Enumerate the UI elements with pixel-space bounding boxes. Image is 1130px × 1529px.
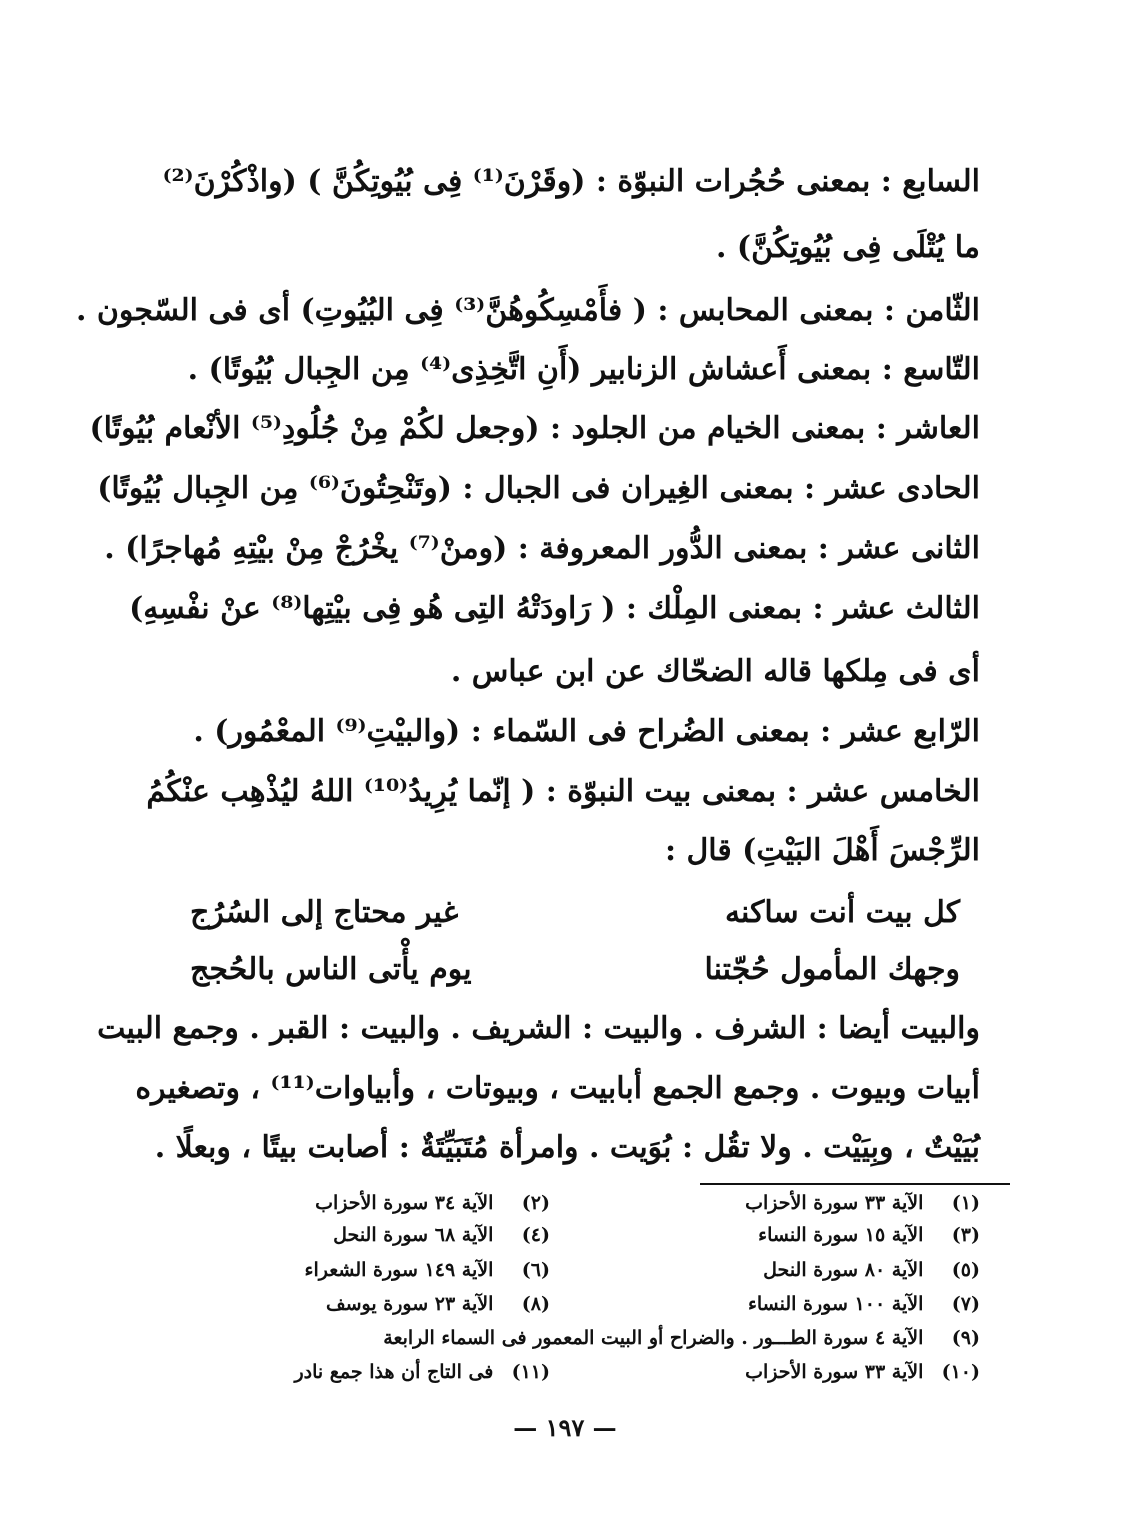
paragraph-line: بُيَيْتٌ ، وبِيَيْت . ولا تقُل : بُوَيت . وامرأة مُتَبَيِّتَةٌ : أصابت بيتًا ، وبعلًا .	[154, 1130, 980, 1165]
poem-second-hemistich: يوم يأْتى الناس بالحُجج	[190, 952, 472, 987]
footnote	[294, 1357, 550, 1387]
paragraph-line: الخامس عشر : بمعنى بيت النبوّة : ( إنّما يُرِيدُ⁽¹⁰⁾ اللهُ ليُذْهِب عنْكُمُ	[146, 774, 980, 809]
footnote	[326, 1289, 550, 1319]
poem-first-hemistich: وجهك المأمول حُجّتنا	[704, 952, 960, 987]
paragraph-line: الحادى عشر : بمعنى الغِيران فى الجبال : (وتَنْحِتُونَ⁽⁶⁾ مِن الجِبال بُيُوتًا)	[97, 471, 980, 506]
paragraph-line: الرّابع عشر : بمعنى الضُراح فى السّماء : (والبيْتِ⁽⁹⁾ المعْمُور) .	[193, 714, 980, 749]
paragraph-line: والبيت أيضا : الشرف . والبيت : الشريف . والبيت : القبر . وجمع البيت	[97, 1011, 980, 1046]
footnote	[305, 1255, 550, 1285]
paragraph-line: الثانى عشر : بمعنى الدُّور المعروفة : (ومنْ⁽⁷⁾ يخْرُجْ مِنْ بيْتِهِ مُهاجرًا) .	[104, 531, 980, 566]
poem-second-hemistich: غير محتاج إلى السُرُج	[190, 895, 459, 930]
footnote-text: الآية ٣٣ سورة الأحزاب	[745, 1361, 924, 1383]
page-number: — ١٩٧ —	[513, 1413, 617, 1442]
footnote-number: (٣)	[951, 1224, 980, 1246]
footnote-number: (٢)	[521, 1192, 550, 1214]
paragraph-line: الرِّجْسَ أَهْلَ البَيْتِ) قال :	[664, 833, 980, 868]
footnote-text: الآية ١٤٩ سورة الشعراء	[304, 1259, 494, 1281]
footnote	[748, 1289, 980, 1319]
footnote-text: الآية ٢٣ سورة يوسف	[325, 1293, 494, 1315]
footnote-number: (٩)	[951, 1327, 980, 1349]
footnote	[745, 1357, 980, 1387]
footnote-number: (٧)	[951, 1293, 980, 1315]
paragraph-line: العاشر : بمعنى الخيام من الجلود : (وجعل لكُمْ مِنْ جُلُودِ⁽⁵⁾ الأنْعام بُيُوتًا)	[89, 411, 980, 446]
footnote	[758, 1220, 980, 1250]
paragraph-line: التّاسع : بمعنى أَعشاش الزنابير (أَنِ اتَّخِذِى⁽⁴⁾ مِن الجِبال بُيُوتًا) .	[187, 352, 980, 387]
poem-verse	[190, 888, 960, 938]
paragraph-line: ما يُتْلَى فِى بُيُوتِكُنَّ) .	[716, 230, 980, 265]
paragraph-line: السابع : بمعنى حُجُرات النبوّة : (وقَرْنَ⁽¹⁾ فِى بُيُوتِكُنَّ ) (واذْكُرْنَ⁽²⁾	[162, 164, 980, 199]
footnote-text: الآية ٣٣ سورة الأحزاب	[745, 1192, 924, 1214]
footnote-number: (٤)	[521, 1224, 550, 1246]
footnote-text: الآية ٣٤ سورة الأحزاب	[315, 1192, 494, 1214]
footnote	[383, 1323, 980, 1353]
paragraph-line: أى فى مِلكها قاله الضحّاك عن ابن عباس .	[450, 654, 980, 689]
footnote-divider	[700, 1183, 1010, 1185]
footnote	[745, 1188, 980, 1218]
footnote-number: (١)	[951, 1192, 980, 1214]
footnote-text: الآية ١٥ سورة النساء	[758, 1224, 924, 1246]
poem-first-hemistich: كل بيت أنت ساكنه	[724, 895, 960, 930]
footnote-number: (٨)	[521, 1293, 550, 1315]
footnote-number: (٦)	[521, 1259, 550, 1281]
footnote-text: فى التاج أن هذا جمع نادر	[294, 1361, 494, 1383]
paragraph-line: أبيات وبيوت . وجمع الجمع أبابيت ، وبيوتات ، وأبياوات⁽¹¹⁾ ، وتصغيره	[135, 1071, 980, 1106]
paragraph-line: الثّامن : بمعنى المحابس : ( فأَمْسِكُوهُنَّ⁽³⁾ فِى البُيُوتِ) أى فى السّجون .	[75, 293, 980, 328]
footnote-text: الآية ٦٨ سورة النحل	[333, 1224, 494, 1246]
footnote-text: الآية ١٠٠ سورة النساء	[747, 1293, 924, 1315]
footnote	[763, 1255, 980, 1285]
footnote	[333, 1220, 550, 1250]
footnote-number: (١١)	[511, 1361, 550, 1383]
poem-verse	[190, 945, 960, 995]
footnote-text: الآية ٨٠ سورة النحل	[763, 1259, 924, 1281]
paragraph-line: الثالث عشر : بمعنى المِلْك : ( رَاودَتْهُ التِى هُو فِى بيْتِها⁽⁸⁾ عنْ نفْسِهِ)	[129, 591, 980, 626]
footnote-number: (١٠)	[941, 1361, 980, 1383]
footnote-text: الآية ٤ سورة الطـــور . والضراح أو البيت المعمور فى السماء الرابعة	[383, 1327, 924, 1349]
footnote	[315, 1188, 550, 1218]
footnote-number: (٥)	[951, 1259, 980, 1281]
